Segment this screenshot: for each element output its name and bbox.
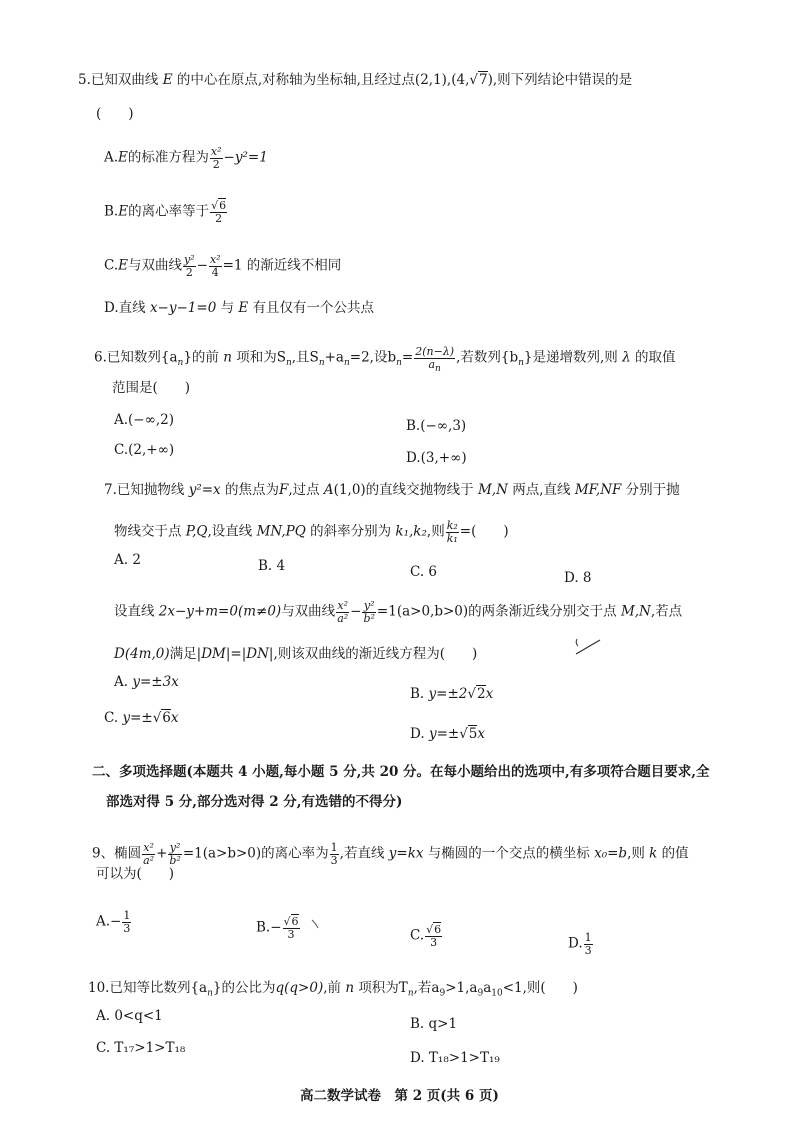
q8-b-eq: y=±2	[428, 686, 468, 702]
q8-d: ,若点	[650, 603, 683, 620]
q6-c: 项和为S	[236, 349, 286, 366]
q6-sub5: n	[396, 358, 402, 369]
q6-option-a: A.(−∞,2)	[114, 412, 175, 428]
q5-d-eq: x−y−1=0	[149, 300, 217, 316]
q6-sub2: n	[285, 358, 292, 369]
q8-d-eq: y=±	[428, 726, 460, 742]
q8-c-root: 6	[162, 710, 171, 726]
q5-root: 7	[478, 72, 488, 88]
q5-d-label: D.直线	[104, 300, 146, 316]
q5-b-frac	[210, 200, 227, 224]
q8-eq1: 2x−y+m=0(m≠0)	[158, 603, 282, 620]
q10-sub10: 10	[491, 988, 503, 999]
q7-option-d: D. 8	[564, 570, 592, 586]
q9-b: =1(a>b>0)的离心率为	[182, 845, 329, 862]
q5-d-text: 与	[220, 300, 235, 316]
q7-frac-num: k₂	[446, 519, 458, 532]
q8-f1-den: a²	[337, 611, 349, 625]
q8-f1-num: x²	[337, 599, 348, 612]
q9-a-den: 3	[123, 921, 131, 935]
q5-c-frac2	[209, 254, 222, 278]
q5-b-text: 的离心率等于	[128, 203, 210, 220]
sqrt-symbol: √	[459, 726, 468, 742]
q8-a-eq: y=±3x	[132, 674, 179, 690]
q10-option-b: B. q>1	[410, 1016, 458, 1032]
q10-sub1: n	[207, 988, 213, 999]
sqrt-symbol: √	[152, 710, 162, 726]
q5-a-frac	[210, 146, 223, 170]
q8-a-label: A.	[114, 674, 129, 690]
q6-line2: 范围是( )	[112, 380, 191, 396]
q5-paren: ( )	[96, 106, 134, 122]
q7-option-a: A. 2	[114, 552, 141, 568]
q5-var-e: E	[162, 72, 173, 88]
q9-b-frac	[283, 916, 300, 940]
section2-heading-line2: 部选对得 5 分,部分选对得 2 分,有选错的不得分)	[106, 794, 403, 810]
q9-d-label: D.	[568, 935, 583, 952]
q6-f: =2,设b	[349, 349, 397, 366]
q7-l2-d: ,则	[426, 523, 445, 540]
q5-c-tail: =1 的渐近线不相同	[222, 257, 342, 274]
q5-stem-c: ),则下列结论中错误的是	[487, 72, 633, 88]
q9-e: ,则	[627, 845, 645, 862]
q9-a: 9、椭圆	[92, 845, 142, 862]
q10-sub9b: 9	[477, 988, 484, 999]
q5-b-root: 6	[219, 199, 227, 212]
q6-a: 6.已知数列{a	[94, 349, 178, 366]
q8-b-x: x	[485, 686, 494, 702]
q6-sub6: n	[518, 358, 524, 369]
q5-c-num1: y²	[184, 253, 195, 266]
q8-b: 与双曲线	[281, 603, 336, 620]
q8-mn: M,N	[620, 603, 651, 620]
q5-a-tail: −y²=1	[223, 149, 268, 166]
q9-c-root: 6	[434, 923, 442, 936]
q7-l2-c: 的斜率分别为	[310, 523, 392, 540]
q5-b-num: √6	[211, 199, 227, 212]
q5-c-minus: −	[196, 257, 208, 274]
q10-option-a: A. 0<q<1	[96, 1008, 163, 1024]
q6-h: ,若数列{b	[456, 349, 519, 366]
q6-option-b: B.(−∞,3)	[406, 418, 467, 434]
q9-f2-num: y²	[169, 841, 181, 854]
q7-c: ,过点	[288, 482, 320, 498]
q5-c-e: E	[118, 257, 128, 274]
q8-option-d	[410, 726, 485, 742]
q10-h: <1,则( )	[502, 980, 578, 996]
q8-dn: DN	[246, 646, 269, 662]
q6-frac	[414, 345, 455, 374]
q8-option-a	[114, 674, 179, 690]
q6-g: =	[401, 349, 414, 366]
q8-l2-a: D(4m,0)	[114, 646, 170, 662]
q6-sub4: n	[343, 358, 350, 369]
q7-point-a: A	[323, 482, 334, 498]
q9-k: k	[649, 845, 658, 862]
q5-a-e: E	[118, 149, 128, 166]
q7-f: F	[278, 482, 289, 498]
q7-l2-e: =( )	[459, 523, 509, 540]
q8-option-b	[410, 686, 493, 702]
q8-b-label: B.	[410, 686, 425, 702]
q9-x0: x₀=b	[594, 845, 628, 862]
q5-b-den: 2	[215, 211, 223, 225]
q7-option-c: C. 6	[410, 564, 438, 580]
q9-c-num: √6	[426, 923, 442, 936]
q8-c: =1(a>0,b>0)的两条渐近线分别交于点	[376, 603, 617, 620]
q7-l2-a: 物线交于点	[114, 523, 182, 540]
q10-option-c: C. T₁₇>1>T₁₈	[96, 1040, 186, 1056]
q5-d-tail: 有且仅有一个公共点	[252, 300, 375, 316]
q10-c: ,前	[323, 980, 342, 996]
q9-d-den: 3	[584, 943, 592, 957]
q8-a: 设直线	[114, 603, 155, 620]
q8-frac2	[362, 600, 375, 624]
q5-b-label: B.	[104, 203, 119, 220]
q9-c: ,若直线	[339, 845, 385, 862]
q6-lambda: λ	[622, 349, 631, 366]
q5-a-text: 的标准方程为	[127, 149, 209, 166]
q7-e: 两点,直线	[512, 482, 571, 498]
q6-stem	[94, 345, 676, 374]
q10-sub2: n	[407, 988, 414, 999]
q7-option-b: B. 4	[258, 558, 286, 574]
q8-d-x: x	[477, 726, 486, 742]
q6-frac-den-a: a	[428, 357, 436, 371]
q9-b-num: √6	[283, 915, 299, 928]
q7-b: 的焦点为	[224, 482, 279, 498]
q5-stem-b: 的中心在原点,对称轴为坐标轴,且经过点(2,1),(4,	[176, 72, 470, 88]
q9-e-frac	[330, 842, 339, 866]
pen-mark-scribble	[574, 636, 610, 668]
q7-mfnf: MF,NF	[574, 482, 622, 498]
q5-stem-a: 5.已知双曲线	[78, 72, 159, 88]
q10-d: 项积为T	[358, 980, 408, 996]
q10-b: }的公比为	[212, 980, 276, 996]
q7-k1k2: k₁,k₂	[395, 523, 427, 540]
q7-mn: M,N	[477, 482, 508, 498]
q5-c-text: 与双曲线	[128, 257, 182, 274]
q9-a-label: A.−	[96, 913, 122, 930]
q5-option-a	[104, 146, 268, 170]
q9-frac1	[142, 842, 155, 866]
q8-option-c	[104, 710, 179, 726]
q7-a: 7.已知抛物线	[104, 482, 185, 498]
q6-frac-den-sub: n	[435, 363, 441, 374]
q8-f2-den: b²	[363, 611, 375, 625]
q10-q: q(q>0)	[275, 980, 324, 996]
q8-l2-d: |,则该双曲线的渐近线方程为( )	[268, 646, 478, 662]
q5-a-den: 2	[212, 157, 220, 171]
q6-sub3: n	[318, 358, 325, 369]
q9-a-num: 1	[123, 909, 131, 922]
q9-d-frac	[584, 932, 593, 956]
q9-b-label: B.−	[256, 919, 282, 936]
q5-c-label: C.	[104, 257, 119, 274]
q8-dm: DM	[201, 646, 226, 662]
q8-c-label: C.	[104, 710, 119, 726]
q9-option-a	[96, 910, 132, 934]
q9-b-root: 6	[291, 915, 299, 928]
q5-c-num2: x²	[209, 253, 221, 266]
q8-l2-c: |=|	[225, 646, 247, 662]
q6-frac-den	[414, 357, 455, 374]
q7-f-tail: 分别于抛	[625, 482, 680, 498]
q8-stem	[114, 600, 682, 624]
q5-b-e: E	[118, 203, 129, 220]
q9-frac2	[168, 842, 181, 866]
q9-c-den: 3	[430, 935, 438, 949]
q5-c-den2: 4	[211, 265, 219, 279]
q5-c-frac1	[183, 254, 196, 278]
q9-c-frac	[425, 924, 442, 948]
q5-a-label: A.	[104, 149, 119, 166]
q7-l2-b: ,设直线	[207, 523, 253, 540]
q9-e-num: 1	[330, 841, 338, 854]
q8-l2-b: 满足|	[169, 646, 202, 662]
q9-b-den: 3	[287, 927, 295, 941]
q7-d: (1,0)的直线交抛物线于	[333, 482, 474, 498]
q7-eq: y²=x	[188, 482, 221, 498]
q10-stem	[88, 980, 578, 999]
q8-frac1	[336, 600, 349, 624]
q10-e: ,若a	[413, 980, 440, 996]
sqrt-symbol: √	[469, 72, 478, 88]
q9-f1-den: a²	[143, 853, 155, 867]
q10-a: 10.已知等比数列{a	[88, 980, 208, 996]
q8-minus: −	[350, 603, 362, 620]
q7-line2	[114, 520, 509, 544]
q5-option-b	[104, 200, 228, 224]
q6-option-d: D.(3,+∞)	[406, 450, 467, 466]
q9-stem	[92, 842, 689, 866]
q9-e-den: 3	[330, 853, 338, 867]
q7-pq: P,Q	[185, 523, 208, 540]
q10-f: >1,a	[445, 980, 478, 996]
q6-b: }的前	[183, 349, 219, 366]
q5-option-c	[104, 254, 341, 278]
q9-eq: y=kx	[388, 845, 424, 862]
q7-frac	[446, 520, 459, 544]
q7-mnpq: MN,PQ	[256, 523, 306, 540]
q5-option-d	[104, 300, 374, 316]
q7-frac-den: k₁	[446, 531, 458, 545]
q5-c-den1: 2	[185, 265, 193, 279]
page-footer: 高二数学试卷 第 2 页(共 6 页)	[300, 1088, 499, 1104]
q9-option-d	[568, 932, 594, 956]
q7-stem	[104, 482, 680, 498]
q8-d-label: D.	[410, 726, 425, 742]
q6-n: n	[223, 349, 232, 366]
q10-sub9: 9	[439, 988, 446, 999]
q9-d: 与椭圆的一个交点的横坐标	[427, 845, 590, 862]
q9-f2-den: b²	[169, 853, 181, 867]
q9-f: 的值	[661, 845, 689, 862]
section2-heading-line1: 二、多项选择题(本题共 4 小题,每小题 5 分,共 20 分。在每小题给出的选项中,有多项符合题目要求,全	[92, 764, 710, 780]
q6-i: }是递增数列,则	[523, 349, 618, 366]
q8-b-root: 2	[476, 686, 486, 702]
q8-c-eq: y=±	[122, 710, 153, 726]
q8-c-x: x	[170, 710, 179, 726]
sqrt-symbol: √	[467, 686, 476, 702]
q9-f1-num: x²	[143, 841, 154, 854]
q5-stem	[78, 72, 632, 88]
q10-n: n	[345, 980, 355, 996]
pen-mark-tick	[310, 918, 320, 930]
q8-d-root: 5	[468, 726, 478, 742]
q6-j: 的取值	[634, 349, 676, 366]
q9-plus: +	[156, 845, 168, 862]
q5-d-e: E	[238, 300, 249, 316]
q8-line2	[114, 646, 477, 662]
q6-sub1: n	[177, 358, 184, 369]
q8-f2-num: y²	[363, 599, 375, 612]
q6-d: ,且S	[291, 349, 319, 366]
q9-d-num: 1	[584, 931, 592, 944]
q9-a-frac	[122, 910, 131, 934]
q6-frac-num: 2(n−λ)	[415, 345, 455, 358]
q6-option-c: C.(2,+∞)	[114, 442, 175, 458]
q10-g: a	[483, 980, 492, 996]
q9-option-c	[410, 924, 443, 948]
q9-option-b	[256, 916, 301, 940]
q5-a-num: x²	[210, 145, 222, 158]
q9-line2: 可以为( )	[96, 866, 175, 882]
q10-option-d: D. T₁₈>1>T₁₉	[410, 1050, 500, 1066]
q9-c-label: C.	[410, 927, 425, 944]
q6-e: +a	[324, 349, 344, 366]
